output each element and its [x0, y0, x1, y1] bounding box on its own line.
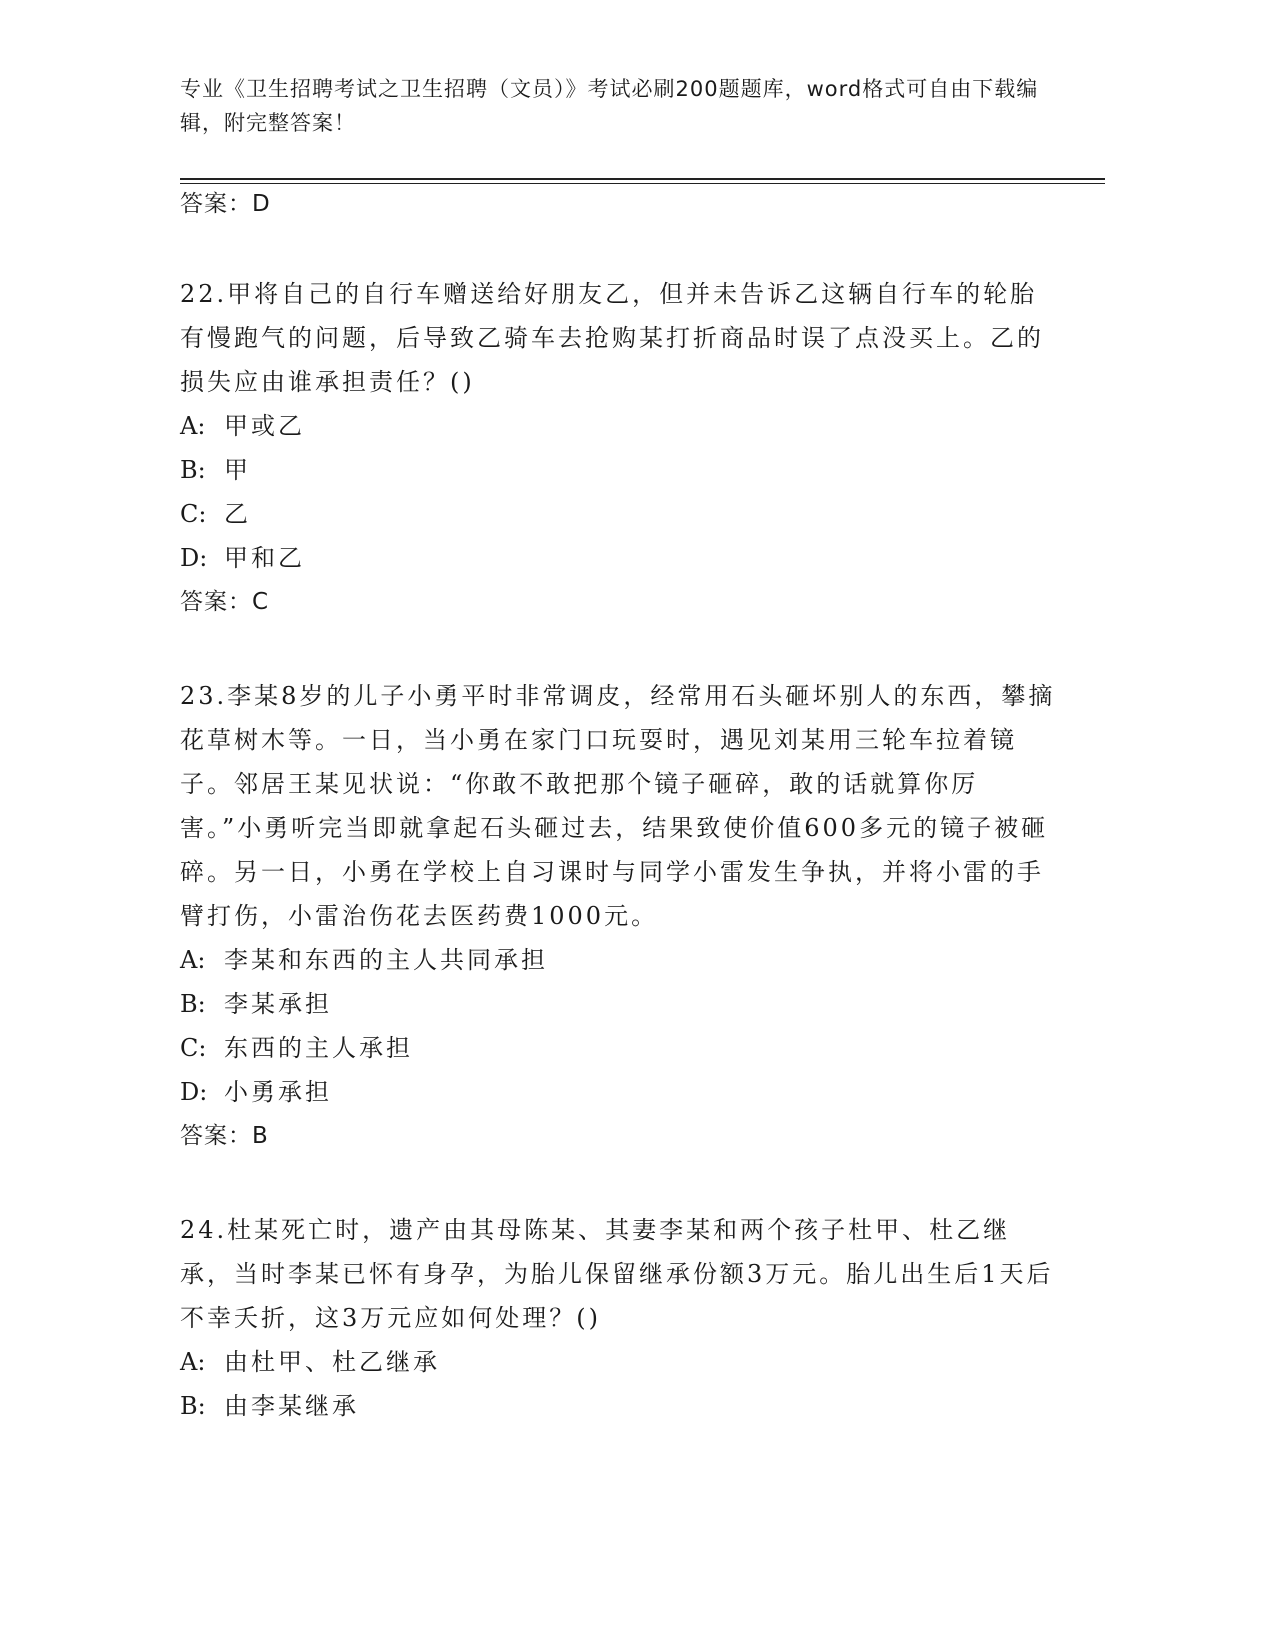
option-key: A: [180, 412, 206, 440]
option-b [180, 1384, 1060, 1428]
question-22 [180, 272, 1060, 624]
option-text: 由李某继承 [224, 1392, 359, 1420]
option-text: 东西的主人承担 [224, 1034, 413, 1062]
option-d [180, 1070, 1060, 1114]
option-text: 小勇承担 [224, 1078, 332, 1106]
option-key: B: [180, 456, 206, 484]
option-key: D: [180, 1078, 208, 1106]
option-a [180, 1340, 1060, 1384]
option-c [180, 1026, 1060, 1070]
answer-line: 答案：D [180, 191, 271, 217]
option-d [180, 536, 1060, 580]
option-key: C: [180, 1034, 207, 1062]
questions-content [180, 186, 1060, 1428]
document-header: 专业《卫生招聘考试之卫生招聘（文员）》考试必刷200题题库，word格式可自由下载编辑，附完整答案！ [180, 77, 1039, 135]
answer-line: 答案：B [180, 1123, 269, 1149]
header-divider-thin [180, 183, 1105, 184]
question-stem: 23.李某8岁的儿子小勇平时非常调皮，经常用石头砸坏别人的东西，攀摘花草树木等。一日，当小勇在家门口玩耍时，遇见刘某用三轮车拉着镜子。邻居王某见状说：“你敢不敢把那个镜子砸碎，敢的话就算你厉害。”小勇听完当即就拿起石头砸过去，结果致使价值600多元的镜子被砸碎。另一日，小勇在学校上自习课时与同学小雷发生争执，并将小雷的手臂打伤，小雷治伤花去医药费1000元。 [180, 682, 1056, 930]
option-key: B: [180, 990, 206, 1018]
option-text: 乙 [224, 500, 251, 528]
question-24 [180, 1208, 1060, 1428]
question-23 [180, 674, 1060, 1158]
option-c [180, 492, 1060, 536]
header-divider-thick [180, 178, 1105, 180]
option-a [180, 938, 1060, 982]
answer-line: 答案：C [180, 589, 270, 615]
option-b [180, 982, 1060, 1026]
option-key: A: [180, 1348, 206, 1376]
option-key: B: [180, 1392, 206, 1420]
option-key: C: [180, 500, 207, 528]
option-key: A: [180, 946, 206, 974]
question-stem: 22.甲将自己的自行车赠送给好朋友乙，但并未告诉乙这辆自行车的轮胎有慢跑气的问题，后导致乙骑车去抢购某打折商品时误了点没买上。乙的损失应由谁承担责任？() [180, 280, 1044, 396]
option-b [180, 448, 1060, 492]
option-key: D: [180, 544, 208, 572]
option-text: 李某承担 [224, 990, 332, 1018]
option-text: 甲和乙 [224, 544, 305, 572]
option-text: 甲 [224, 456, 251, 484]
question-stem: 24.杜某死亡时，遗产由其母陈某、其妻李某和两个孩子杜甲、杜乙继承，当时李某已怀有身孕，为胎儿保留继承份额3万元。胎儿出生后1天后不幸夭折，这3万元应如何处理？() [180, 1216, 1054, 1332]
option-text: 李某和东西的主人共同承担 [224, 946, 548, 974]
option-text: 由杜甲、杜乙继承 [224, 1348, 440, 1376]
option-a [180, 404, 1060, 448]
option-text: 甲或乙 [224, 412, 305, 440]
